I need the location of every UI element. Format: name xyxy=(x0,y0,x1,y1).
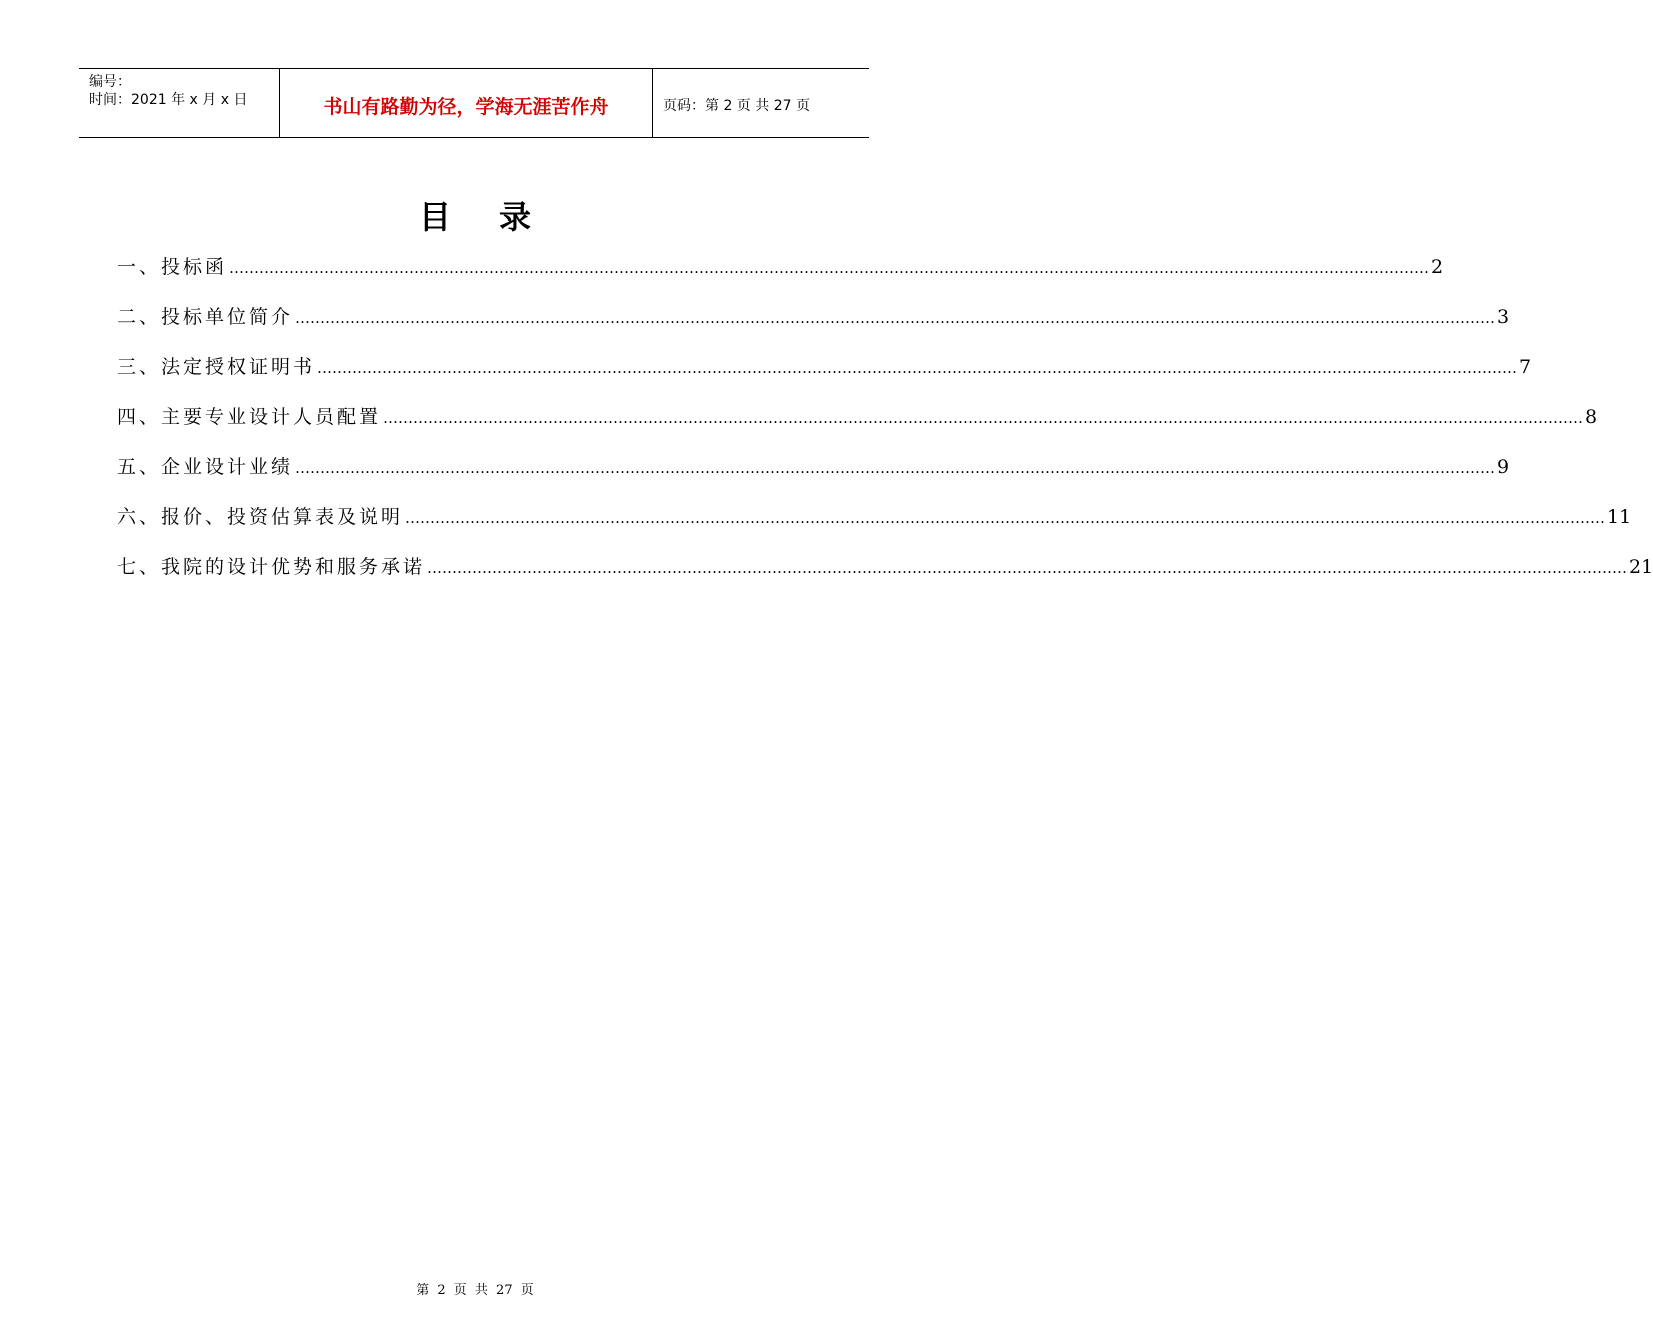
toc-item-page: 3 xyxy=(1497,306,1510,328)
toc-item-page: 7 xyxy=(1519,356,1532,378)
toc-item-label: 七、我院的设计优势和服务承诺 xyxy=(117,556,426,578)
toc-leader-dots: …………………………………………………………………………………………………………………………………………………………………………………………………………………… xyxy=(229,259,1430,277)
toc-item-page: 2 xyxy=(1431,256,1444,278)
table-of-contents xyxy=(117,250,1653,600)
toc-item-label: 六、报价、投资估算表及说明 xyxy=(117,506,404,528)
page-footer: 第 2 页 共 27 页 xyxy=(416,1283,534,1298)
toc-item[interactable] xyxy=(117,400,1598,450)
toc-item[interactable] xyxy=(117,300,1510,350)
toc-item-page: 21 xyxy=(1629,556,1653,578)
toc-item[interactable] xyxy=(117,500,1632,550)
toc-leader-dots: …………………………………………………………………………………………………………………………………………………………………………………………………………………… xyxy=(427,559,1628,577)
toc-item-label: 一、投标函 xyxy=(117,256,228,278)
header-motto: 书山有路勤为径，学海无涯苦作舟 xyxy=(280,69,653,137)
toc-item[interactable] xyxy=(117,550,1653,600)
toc-item-page: 8 xyxy=(1585,406,1598,428)
toc-item[interactable] xyxy=(117,450,1510,500)
document-time-label: 时间：2021 年 x 月 x 日 xyxy=(89,92,248,108)
document-number-label: 编号： xyxy=(89,74,131,90)
toc-leader-dots: …………………………………………………………………………………………………………………………………………………………………………………………………………………… xyxy=(405,509,1606,527)
header-meta xyxy=(79,69,280,137)
toc-leader-dots: …………………………………………………………………………………………………………………………………………………………………………………………………………………… xyxy=(383,409,1584,427)
toc-item-label: 三、法定授权证明书 xyxy=(117,356,316,378)
toc-item-page: 9 xyxy=(1497,456,1510,478)
page-header xyxy=(79,68,869,138)
toc-item-label: 五、企业设计业绩 xyxy=(117,456,294,478)
header-page-info: 页码：第 2 页 共 27 页 xyxy=(663,98,810,114)
toc-item[interactable] xyxy=(117,350,1532,400)
toc-item-label: 四、主要专业设计人员配置 xyxy=(117,406,382,428)
toc-leader-dots: …………………………………………………………………………………………………………………………………………………………………………………………………………………… xyxy=(295,309,1496,327)
toc-item-label: 二、投标单位简介 xyxy=(117,306,294,328)
toc-leader-dots: …………………………………………………………………………………………………………………………………………………………………………………………………………………… xyxy=(295,459,1496,477)
toc-item[interactable] xyxy=(117,250,1444,300)
toc-title: 目录 xyxy=(418,198,579,236)
toc-item-page: 11 xyxy=(1607,506,1632,528)
toc-leader-dots: …………………………………………………………………………………………………………………………………………………………………………………………………………………… xyxy=(317,359,1518,377)
